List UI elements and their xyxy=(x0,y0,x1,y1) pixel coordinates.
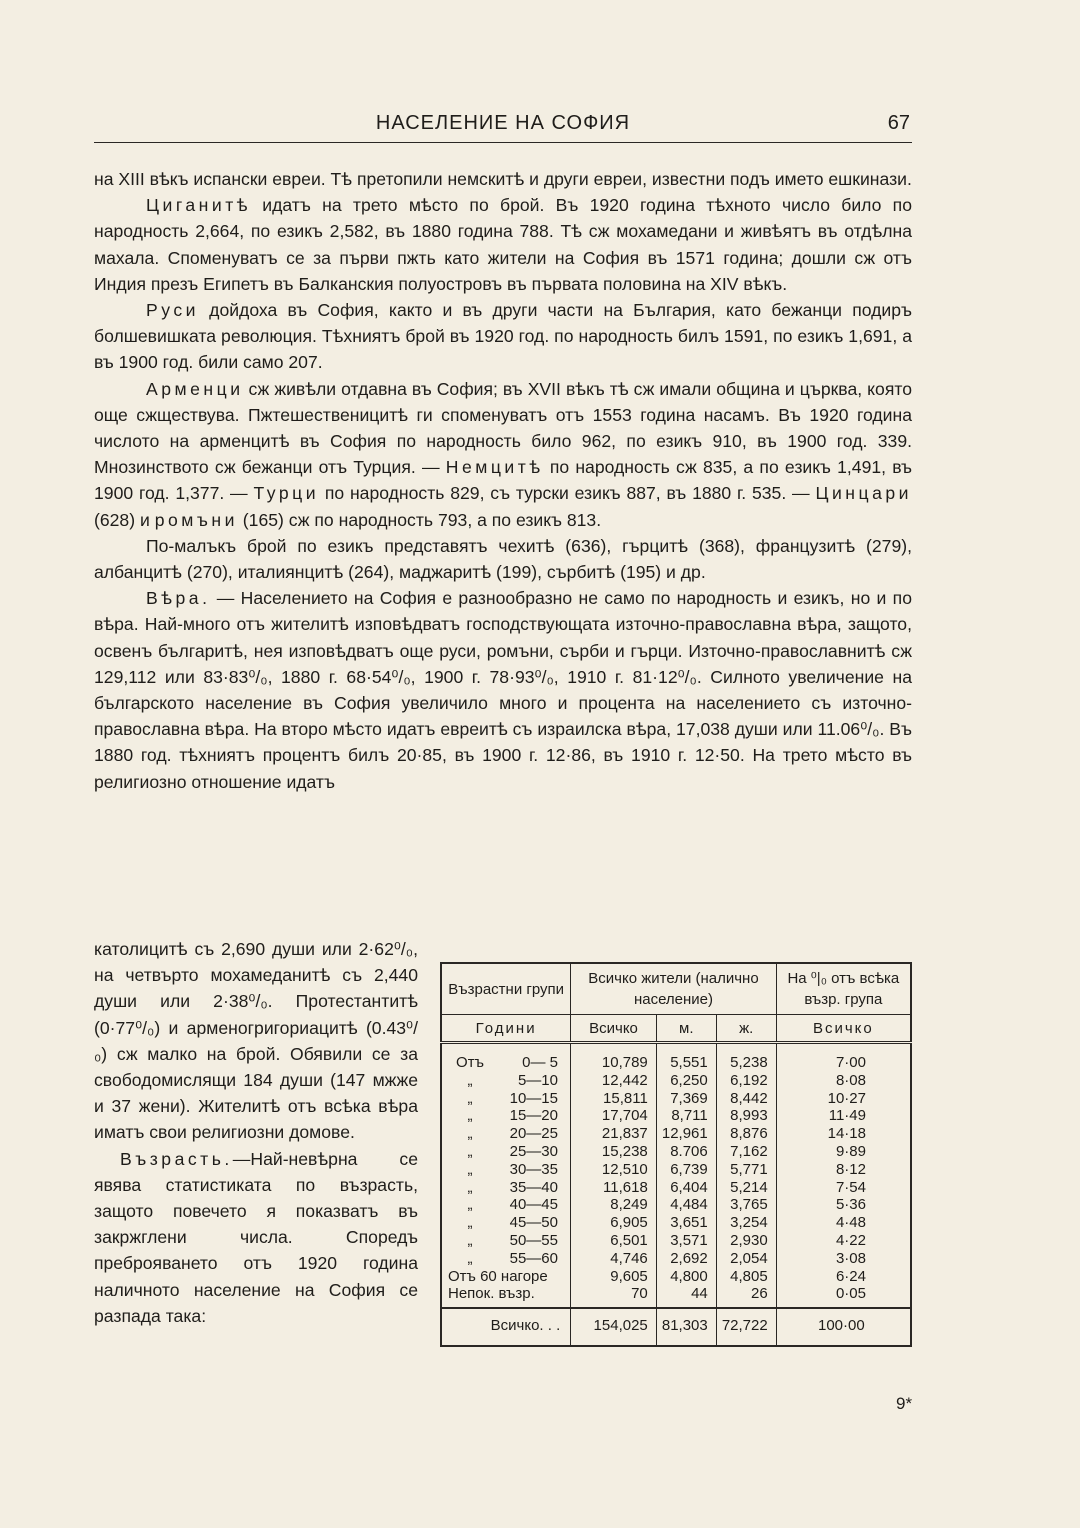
cell-male: 6,739 xyxy=(656,1161,716,1179)
age-prefix: „ xyxy=(467,1249,473,1267)
cell-all: 4,746 xyxy=(571,1250,657,1268)
cell-female: 7,162 xyxy=(716,1143,776,1161)
cell-all: 15,238 xyxy=(571,1143,657,1161)
cell-male: 7,369 xyxy=(656,1090,716,1108)
paragraph-jews: на XIII вѣкъ испански евреи. Тѣ претопили немскитѣ и други евреи, известни подъ името ешкинази. xyxy=(94,169,912,189)
age-prefix: „ xyxy=(467,1231,473,1249)
age-range xyxy=(441,1090,571,1108)
cell-all: 17,704 xyxy=(571,1107,657,1125)
age-value: 5—10 xyxy=(517,1071,558,1089)
age-value: 55—60 xyxy=(509,1249,558,1267)
age-prefix: „ xyxy=(467,1142,473,1160)
cell-male: 6,404 xyxy=(656,1179,716,1197)
cell-female: 2,930 xyxy=(716,1232,776,1250)
cell-female: 6,192 xyxy=(716,1072,776,1090)
main-text xyxy=(94,166,912,795)
age-prefix: „ xyxy=(467,1178,473,1196)
side-text xyxy=(94,936,418,1329)
cell-all: 10,789 xyxy=(571,1043,657,1072)
age-range xyxy=(441,1125,571,1143)
cell-all: 8,249 xyxy=(571,1196,657,1214)
age-value: 35—40 xyxy=(509,1178,558,1196)
lead-word: Турци xyxy=(253,483,320,504)
paragraph-age: Възрасть.—Най-невѣрна се явява статистиката по възрасть, защото повечето я показватъ въ закржглени числа. Споредъ преброяването отъ 1920 година наличното население на София се разпада така: xyxy=(94,1148,418,1326)
lead-word: Вѣра. xyxy=(146,588,211,609)
header-male: м. xyxy=(656,1015,716,1043)
age-range xyxy=(441,1196,571,1214)
table-body xyxy=(441,1043,911,1309)
table-row xyxy=(441,1072,911,1090)
total-male: 81,303 xyxy=(656,1308,716,1346)
table-row xyxy=(441,1090,911,1108)
cell-pct: 7·54 xyxy=(776,1179,911,1197)
age-prefix: „ xyxy=(467,1089,473,1107)
cell-pct: 6·24 xyxy=(776,1268,911,1286)
age-value: 50—55 xyxy=(509,1231,558,1249)
header-all: Всичко xyxy=(571,1015,657,1043)
cell-female: 5,238 xyxy=(716,1043,776,1072)
cell-female: 5,214 xyxy=(716,1179,776,1197)
header-age-groups: Възрастни групи xyxy=(441,963,571,1015)
total-all: 154,025 xyxy=(571,1308,657,1346)
running-header xyxy=(94,110,912,143)
age-prefix: „ xyxy=(467,1196,473,1214)
cell-pct: 10·27 xyxy=(776,1090,911,1108)
table-row xyxy=(441,1232,911,1250)
cell-all: 70 xyxy=(571,1285,657,1308)
paragraph-religion-cont: католицитѣ съ 2,690 души или 2·62⁰/₀, на четвърто мохамеданитѣ съ 2,440 души или 2·38⁰/₀. Протестантитѣ (0·77⁰/₀) и арменогригориацитѣ (0.43⁰/₀) сж малко на брой. Обявили се за свободомислящи 184 души (147 мжже и 37 жени). Жителитѣ отъ всѣка вѣра иматъ свои религиозни домове. xyxy=(94,939,418,1143)
cell-male: 6,250 xyxy=(656,1072,716,1090)
total-label: Всичко. . . xyxy=(441,1308,571,1346)
table-row xyxy=(441,1179,911,1197)
header-percent: На ⁰|₀ отъ всѣка възр. група xyxy=(776,963,911,1015)
cell-male: 3,651 xyxy=(656,1214,716,1232)
cell-male: 4,484 xyxy=(656,1196,716,1214)
age-range: Отъ 60 нагоре xyxy=(448,1267,548,1285)
age-range xyxy=(441,1179,571,1197)
cell-all: 6,501 xyxy=(571,1232,657,1250)
cell-pct: 11·49 xyxy=(776,1107,911,1125)
table-total-row xyxy=(441,1308,911,1346)
cell-pct: 3·08 xyxy=(776,1250,911,1268)
page-title: НАСЕЛЕНИЕ НА СОФИЯ xyxy=(375,112,631,134)
cell-all: 21,837 xyxy=(571,1125,657,1143)
cell-pct: 0·05 xyxy=(776,1285,911,1308)
paragraph-religion: Вѣра. — Населението на София е разнообразно не само по народность и езикъ, но и по вѣра. Най-много отъ жителитѣ изповѣдватъ господствующата източно-православна вѣра, защото, освенъ българитѣ, нея изповѣдватъ още руси, ромъни, сърби и гърци. Източно-православнитѣ сж 129,112 или 83·83⁰/₀, 1880 г. 68·54⁰/₀, 1900 г. 78·93⁰/₀, 1910 г. 81·12⁰/₀. Силното увеличение на българското население въ София увеличило много и процента на населението съ източно-православна вѣра. На второ мѣсто идатъ евреитѣ съ израилска вѣра, 17,038 души или 11.06⁰/₀. Въ 1880 год. тѣхниятъ процентъ билъ 20·85, въ 1900 г. 12·86, въ 1910 г. 12·50. На трето мѣсто въ религиозно отношение идатъ xyxy=(94,588,912,792)
paragraph-gypsies: Циганитѣ идатъ на трето мѣсто по брой. Въ 1920 година тѣхното число било по народность 2,664, по езикъ 2,582, въ 1880 година 788. Тѣ сж мохамедани и живѣятъ въ отдѣлна махала. Споменуватъ се за първи пжть като жители на София въ 1571 година; дошли сж отъ Индия презъ Египетъ въ Балканския полуостровъ въ първата половина на XIV вѣкъ. xyxy=(94,195,912,294)
lead-word: Арменци xyxy=(146,378,244,399)
table-row xyxy=(441,1107,911,1125)
lead-word: ромъни xyxy=(154,509,238,530)
cell-male: 8.706 xyxy=(656,1143,716,1161)
age-range xyxy=(441,1143,571,1161)
cell-pct: 14·18 xyxy=(776,1125,911,1143)
age-range xyxy=(441,1214,571,1232)
cell-male: 4,800 xyxy=(656,1268,716,1286)
age-value: 20—25 xyxy=(509,1125,558,1143)
age-group-table xyxy=(440,962,912,1347)
paragraph-minorities: По-малъкъ брой по езикъ представятъ чехитѣ (636), гърцитѣ (368), французитѣ (279), албанцитѣ (270), италиянцитѣ (264), маджаритѣ (199), сърбитѣ (195) и др. xyxy=(94,535,912,583)
signature-mark: 9* xyxy=(896,1394,913,1413)
table-row xyxy=(441,1043,911,1072)
total-female: 72,722 xyxy=(716,1308,776,1346)
cell-female: 3,765 xyxy=(716,1196,776,1214)
header-total-residents: Всичко жители (налично население) xyxy=(571,963,776,1015)
cell-pct: 8·08 xyxy=(776,1072,911,1090)
age-range xyxy=(441,1250,571,1268)
cell-male: 44 xyxy=(656,1285,716,1308)
table-row xyxy=(441,1161,911,1179)
total-pct: 100·00 xyxy=(776,1308,911,1346)
cell-pct: 4·48 xyxy=(776,1214,911,1232)
cell-pct: 8·12 xyxy=(776,1161,911,1179)
cell-pct: 7·00 xyxy=(776,1043,911,1072)
table-row xyxy=(441,1143,911,1161)
cell-all: 11,618 xyxy=(571,1179,657,1197)
age-value: 0— 5 xyxy=(522,1054,558,1071)
lead-word: Цинцари xyxy=(815,483,912,504)
age-range: Непок. възр. xyxy=(448,1285,535,1303)
cell-female: 3,254 xyxy=(716,1214,776,1232)
cell-female: 5,771 xyxy=(716,1161,776,1179)
page-number: 67 xyxy=(887,112,910,134)
age-range xyxy=(441,1072,571,1090)
cell-female: 8,876 xyxy=(716,1125,776,1143)
cell-all: 9,605 xyxy=(571,1268,657,1286)
header-years: Години xyxy=(441,1015,571,1043)
table-row xyxy=(441,1196,911,1214)
table-row xyxy=(441,1285,911,1308)
age-range xyxy=(441,1043,571,1072)
age-prefix: Отъ xyxy=(456,1054,484,1071)
header-female: ж. xyxy=(716,1015,776,1043)
age-range xyxy=(441,1107,571,1125)
table-row xyxy=(441,1125,911,1143)
cell-male: 5,551 xyxy=(656,1043,716,1072)
lead-word: Руси xyxy=(146,300,199,321)
lead-word: Циганитѣ xyxy=(146,195,252,216)
cell-all: 6,905 xyxy=(571,1214,657,1232)
age-prefix: „ xyxy=(467,1160,473,1178)
paragraph-russians: Руси дойдоха въ София, както и въ други части на България, като бежанци подиръ болшевишката революция. Тѣхниятъ брой въ 1920 год. по народность билъ 1591, по езикъ 1,691, а въ 1900 год. били само 207. xyxy=(94,300,912,373)
cell-male: 3,571 xyxy=(656,1232,716,1250)
age-value: 15—20 xyxy=(509,1107,558,1125)
cell-female: 26 xyxy=(716,1285,776,1308)
age-value: 10—15 xyxy=(509,1089,558,1107)
table-row xyxy=(441,1268,911,1286)
age-range xyxy=(441,1161,571,1179)
cell-all: 12,510 xyxy=(571,1161,657,1179)
header-all-pct: Всичко xyxy=(776,1015,911,1043)
lead-word: Немцитѣ xyxy=(445,457,544,478)
cell-pct: 9·89 xyxy=(776,1143,911,1161)
age-value: 25—30 xyxy=(509,1142,558,1160)
table-row xyxy=(441,1214,911,1232)
age-prefix: „ xyxy=(467,1107,473,1125)
lead-word: Възрасть. xyxy=(120,1148,233,1169)
age-prefix: „ xyxy=(467,1125,473,1143)
cell-pct: 4·22 xyxy=(776,1232,911,1250)
cell-pct: 5·36 xyxy=(776,1196,911,1214)
paragraph-armenians: Арменци сж живѣли отдавна въ София; въ XVII вѣкъ тѣ сж имали община и църква, която още сжществува. Пжтешественицитѣ ги споменуватъ отъ 1553 година насамъ. Въ 1920 година числото на арменцитѣ въ София по народность било 962, по езикъ 910, въ 1900 год. 339. Мнозинството сж бежанци отъ Турция. — Немцитѣ по народность сж 835, а по езикъ 1,491, въ 1900 год. 1,377. — Турци по народность 829, съ турски езикъ 887, въ 1880 г. 535. — Цинцари (628) и ромъни (165) сж по народность 793, а по езикъ 813. xyxy=(94,378,912,530)
cell-male: 2,692 xyxy=(656,1250,716,1268)
cell-female: 2,054 xyxy=(716,1250,776,1268)
age-value: 45—50 xyxy=(509,1214,558,1232)
age-prefix: „ xyxy=(467,1214,473,1232)
cell-female: 8,442 xyxy=(716,1090,776,1108)
age-value: 40—45 xyxy=(509,1196,558,1214)
table-row xyxy=(441,1250,911,1268)
age-value: 30—35 xyxy=(509,1160,558,1178)
cell-all: 15,811 xyxy=(571,1090,657,1108)
cell-all: 12,442 xyxy=(571,1072,657,1090)
cell-female: 8,993 xyxy=(716,1107,776,1125)
cell-female: 4,805 xyxy=(716,1268,776,1286)
age-prefix: „ xyxy=(467,1071,473,1089)
cell-male: 12,961 xyxy=(656,1125,716,1143)
age-range xyxy=(441,1232,571,1250)
cell-male: 8,711 xyxy=(656,1107,716,1125)
